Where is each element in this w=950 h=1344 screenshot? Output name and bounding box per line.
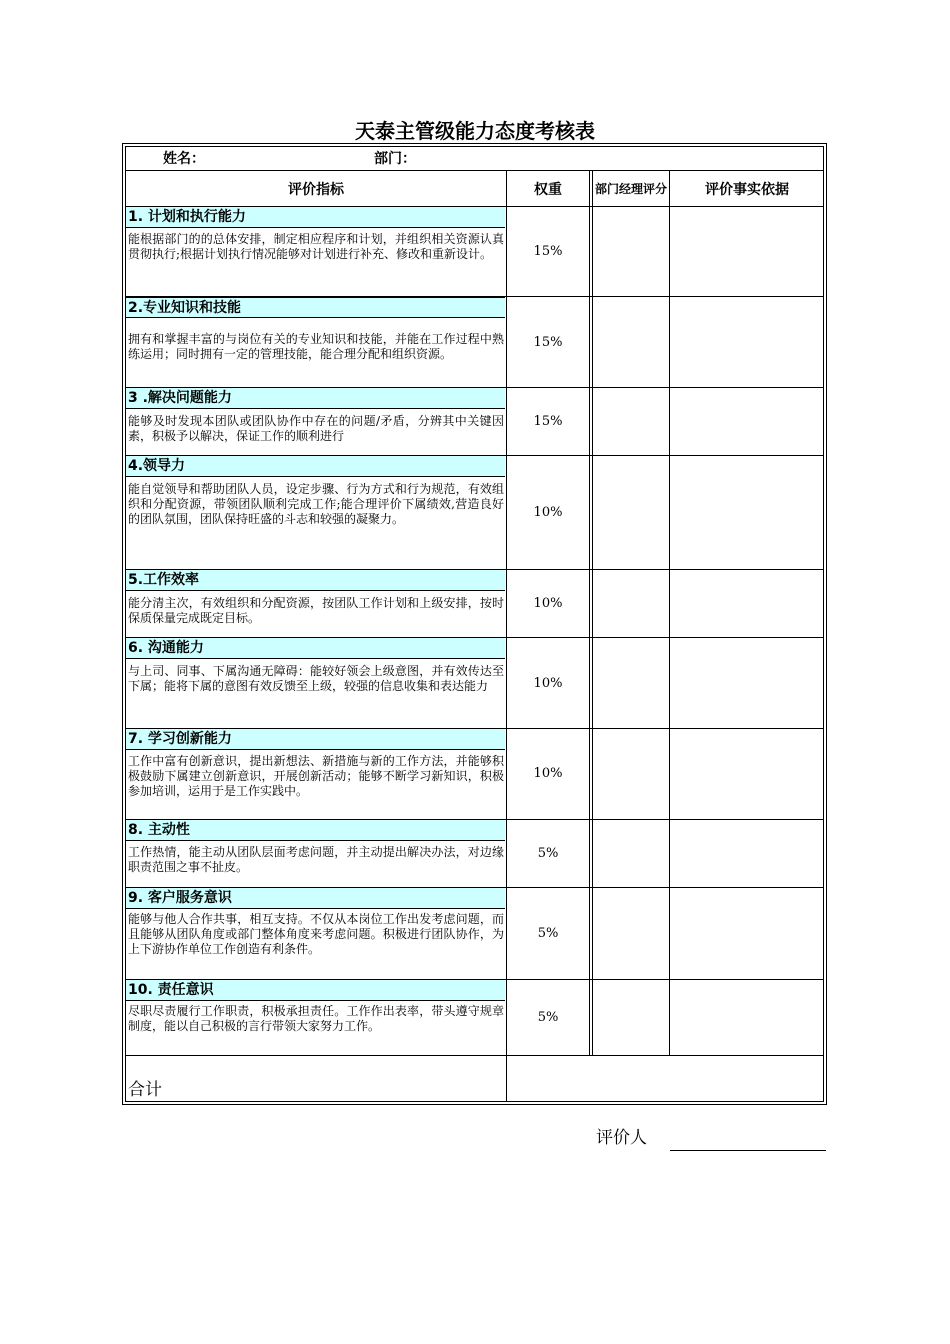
weight-value: 5% [537, 846, 559, 861]
category-title: 8. 主动性 [126, 820, 505, 841]
weight-value: 10% [533, 676, 563, 691]
weight-value: 10% [533, 596, 563, 611]
weight-value: 15% [533, 244, 563, 259]
category-title: 1. 计划和执行能力 [126, 207, 505, 228]
header-evidence: 评价事实依据 [705, 181, 789, 198]
category-description: 工作中富有创新意识，提出新想法、新措施与新的工作方法，并能够积极鼓励下属建立创新意识，开展创新活动；能够不断学习新知识，积极参加培训，运用于是工作实践中。 [128, 754, 504, 798]
category-description: 能够及时发现本团队或团队协作中存在的问题/矛盾，分辨其中关键因素，积极予以解决，保证工作的顺利进行 [128, 414, 504, 443]
category-description: 拥有和掌握丰富的与岗位有关的专业知识和技能，并能在工作过程中熟练运用；同时拥有一定的管理技能，能合理分配和组织资源。 [128, 332, 504, 361]
category-title: 9. 客户服务意识 [126, 888, 505, 909]
category-title: 2.专业知识和技能 [126, 297, 505, 318]
category-description: 能根据部门的的总体安排，制定相应程序和计划，并组织相关资源认真贯彻执行;根据计划执行情况能够对计划进行补充、修改和重新设计。 [128, 232, 504, 261]
category-description: 与上司、同事、下属沟通无障碍：能较好领会上级意图，并有效传达至下属；能将下属的意图有效反馈至上级，较强的信息收集和表达能力 [128, 664, 504, 693]
department-label: 部门： [374, 151, 416, 167]
category-description: 能分清主次，有效组织和分配资源，按团队工作计划和上级安排，按时保质保量完成既定目标。 [128, 596, 504, 625]
name-label: 姓名： [163, 151, 205, 167]
header-weight: 权重 [534, 181, 562, 198]
category-title: 4.领导力 [126, 456, 505, 477]
weight-value: 5% [537, 926, 559, 941]
weight-value: 15% [533, 335, 563, 350]
category-title: 3 .解决问题能力 [126, 388, 505, 409]
column-divider [592, 170, 593, 1056]
weight-value: 5% [537, 1010, 559, 1025]
category-description: 能够与他人合作共事，相互支持。不仅从本岗位工作出发考虑问题，而且能够从团队角度或部门整体角度来考虑问题。积极进行团队协作，为上下游协作单位工作创造有利条件。 [128, 912, 504, 956]
divider [125, 1055, 824, 1056]
category-title: 6. 沟通能力 [126, 638, 505, 659]
category-description: 工作热情，能主动从团队层面考虑问题，并主动提出解决办法，对边缘职责范围之事不扯皮。 [128, 845, 504, 874]
category-description: 尽职尽责履行工作职责，积极承担责任。工作作出表率，带头遵守规章制度，能以自己积极的言行带领大家努力工作。 [128, 1004, 504, 1033]
header-indicator: 评价指标 [288, 181, 344, 198]
weight-value: 15% [533, 414, 563, 429]
header-manager-score: 部门经理评分 [595, 181, 668, 196]
page-title: 天泰主管级能力态度考核表 [355, 119, 595, 143]
category-title: 5.工作效率 [126, 570, 505, 591]
column-divider [506, 170, 507, 1102]
signature-line[interactable] [670, 1150, 826, 1151]
total-label: 合计 [128, 1080, 162, 1100]
weight-value: 10% [533, 766, 563, 781]
weight-value: 10% [533, 505, 563, 520]
evaluator-label: 评价人 [596, 1128, 647, 1148]
column-divider [669, 170, 670, 1056]
column-divider [589, 170, 590, 1056]
category-title: 7. 学习创新能力 [126, 729, 505, 750]
category-title: 10. 责任意识 [126, 980, 505, 1001]
category-description: 能自觉领导和帮助团队人员，设定步骤、行为方式和行为规范，有效组织和分配资源，带领团队顺利完成工作;能合理评价下属绩效,营造良好的团队氛围，团队保持旺盛的斗志和较强的凝聚力。 [128, 482, 504, 526]
